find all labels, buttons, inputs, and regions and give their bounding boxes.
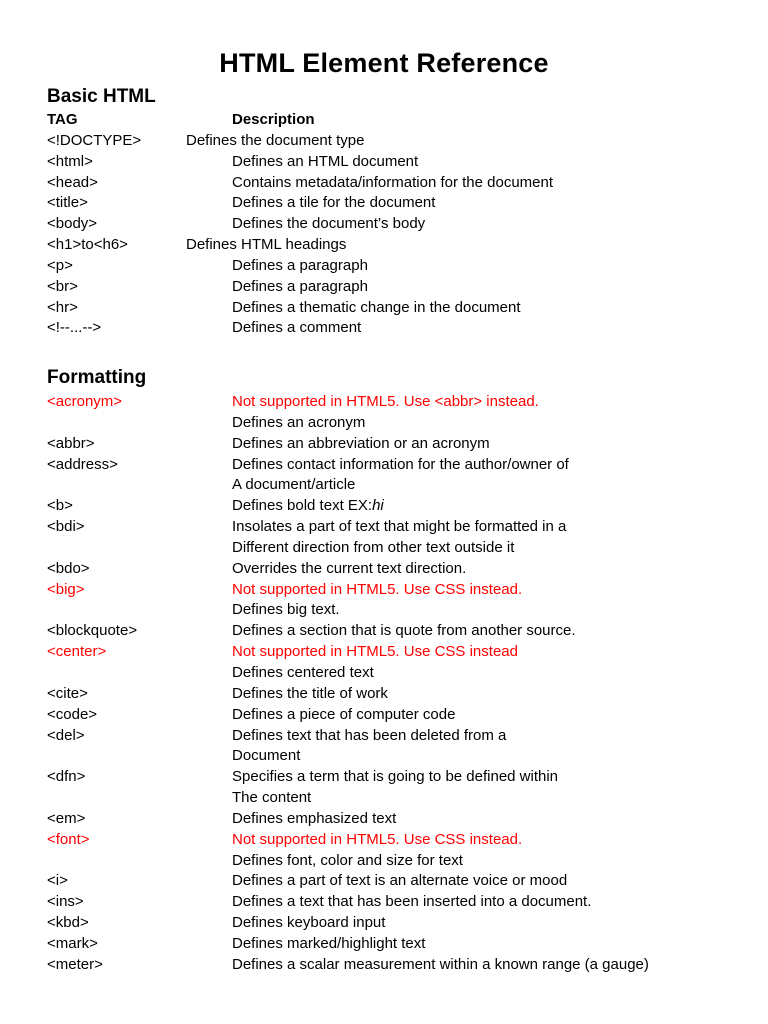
element-tag: <cite> bbox=[47, 684, 88, 702]
table-row bbox=[0, 173, 768, 194]
element-description: Defines font, color and size for text bbox=[232, 851, 463, 869]
formatting-table bbox=[0, 392, 768, 976]
element-tag: <meter> bbox=[47, 955, 103, 973]
table-row bbox=[0, 434, 768, 455]
element-tag: <bdi> bbox=[47, 518, 85, 536]
table-row bbox=[0, 455, 768, 476]
table-row bbox=[0, 788, 768, 809]
element-description: Defines an acronym bbox=[232, 413, 366, 431]
element-tag: <ins> bbox=[47, 893, 84, 911]
element-description: Defines a part of text is an alternate voice or mood bbox=[232, 872, 568, 890]
element-description bbox=[232, 496, 384, 517]
element-description: Defines a tile for the document bbox=[232, 194, 436, 212]
element-tag: <br> bbox=[47, 277, 78, 295]
element-tag: <p> bbox=[47, 256, 73, 274]
element-description: Defines the document’s body bbox=[232, 215, 426, 233]
element-description: Defines the document type bbox=[186, 131, 365, 149]
deprecation-note: Not supported in HTML5. Use <abbr> instead. bbox=[232, 393, 539, 410]
table-row bbox=[0, 871, 768, 892]
element-tag: <address> bbox=[47, 455, 118, 473]
table-row bbox=[0, 726, 768, 747]
element-description: Specifies a term that is going to be defined within bbox=[232, 768, 559, 786]
element-tag: <del> bbox=[47, 726, 85, 744]
element-description: Defines HTML headings bbox=[186, 236, 347, 254]
basic-html-table bbox=[0, 110, 768, 339]
element-tag: <head> bbox=[47, 173, 98, 191]
table-row-deprecated bbox=[0, 580, 768, 601]
element-description: Defines emphasized text bbox=[232, 809, 397, 827]
element-tag: <b> bbox=[47, 497, 73, 515]
table-row-deprecated bbox=[0, 392, 768, 413]
table-row bbox=[0, 517, 768, 538]
element-tag: <hr> bbox=[47, 298, 78, 316]
element-description: Defines an HTML document bbox=[232, 152, 419, 170]
table-row bbox=[0, 684, 768, 705]
table-row bbox=[0, 256, 768, 277]
element-description: A document/article bbox=[232, 476, 356, 494]
element-tag: <h1>to<h6> bbox=[47, 236, 128, 254]
section-heading-formatting: Formatting bbox=[47, 367, 147, 388]
page-title: HTML Element Reference bbox=[219, 48, 549, 78]
table-header-row bbox=[0, 110, 768, 131]
table-row bbox=[0, 193, 768, 214]
table-row bbox=[0, 746, 768, 767]
element-tag: <html> bbox=[47, 152, 93, 170]
table-row bbox=[0, 600, 768, 621]
element-description: Defines a paragraph bbox=[232, 256, 368, 274]
element-tag: <body> bbox=[47, 215, 98, 233]
element-description: Defines a comment bbox=[232, 319, 362, 337]
table-row bbox=[0, 475, 768, 496]
element-description: Defines big text. bbox=[232, 601, 340, 619]
table-row bbox=[0, 152, 768, 173]
element-description: Overrides the current text direction. bbox=[232, 559, 467, 577]
table-row bbox=[0, 298, 768, 319]
table-row bbox=[0, 913, 768, 934]
element-tag: <em> bbox=[47, 809, 86, 827]
table-row bbox=[0, 705, 768, 726]
deprecation-note: Not supported in HTML5. Use CSS instead. bbox=[232, 580, 523, 598]
table-row bbox=[0, 934, 768, 955]
element-tag: <!--...--> bbox=[47, 319, 102, 337]
table-row bbox=[0, 413, 768, 434]
element-description: Document bbox=[232, 747, 301, 765]
section-heading-basic-html: Basic HTML bbox=[47, 86, 156, 107]
element-description: Defines the title of work bbox=[232, 684, 388, 702]
deprecation-note: Not supported in HTML5. Use CSS instead. bbox=[232, 830, 523, 848]
table-row bbox=[0, 851, 768, 872]
table-row-deprecated bbox=[0, 642, 768, 663]
table-row bbox=[0, 538, 768, 559]
element-description: Defines an abbreviation or an acronym bbox=[232, 434, 490, 452]
element-description: The content bbox=[232, 789, 312, 807]
table-row bbox=[0, 663, 768, 684]
element-description: Defines marked/highlight text bbox=[232, 934, 426, 952]
element-description: Defines a thematic change in the document bbox=[232, 298, 521, 316]
element-tag: <bdo> bbox=[47, 559, 90, 577]
element-tag: <big> bbox=[47, 580, 85, 598]
element-tag: <acronym> bbox=[47, 393, 123, 410]
element-description: Defines keyboard input bbox=[232, 914, 386, 932]
column-header-tag: TAG bbox=[47, 111, 78, 128]
element-description: Different direction from other text outside it bbox=[232, 538, 515, 556]
element-tag: <title> bbox=[47, 194, 88, 212]
element-description: Defines a text that has been inserted into a document. bbox=[232, 893, 592, 911]
table-row bbox=[0, 767, 768, 788]
element-description: Defines a paragraph bbox=[232, 277, 368, 295]
element-description: Defines a scalar measurement within a known range (a gauge) bbox=[232, 955, 649, 973]
table-row bbox=[0, 559, 768, 580]
table-row bbox=[0, 496, 768, 517]
element-description: Defines centered text bbox=[232, 663, 374, 681]
element-tag: <center> bbox=[47, 643, 107, 661]
element-tag: <kbd> bbox=[47, 914, 89, 932]
element-tag: <abbr> bbox=[47, 434, 95, 452]
element-tag: <dfn> bbox=[47, 768, 86, 786]
table-row bbox=[0, 809, 768, 830]
element-description: Insolates a part of text that might be formatted in a bbox=[232, 518, 567, 536]
table-row bbox=[0, 892, 768, 913]
table-row bbox=[0, 131, 768, 152]
table-row bbox=[0, 955, 768, 976]
element-description: Defines a section that is quote from another source. bbox=[232, 622, 576, 640]
element-description: Defines contact information for the author/owner of bbox=[232, 455, 569, 473]
element-tag: <!DOCTYPE> bbox=[47, 131, 142, 149]
element-tag: <code> bbox=[47, 705, 98, 723]
table-row bbox=[0, 621, 768, 642]
element-tag: <blockquote> bbox=[47, 622, 138, 640]
table-row bbox=[0, 318, 768, 339]
element-tag: <mark> bbox=[47, 934, 98, 952]
table-row-deprecated bbox=[0, 830, 768, 851]
element-description: Defines text that has been deleted from a bbox=[232, 726, 507, 744]
element-description: Contains metadata/information for the document bbox=[232, 173, 554, 191]
table-row bbox=[0, 277, 768, 298]
element-description: Defines a piece of computer code bbox=[232, 705, 456, 723]
deprecation-note: Not supported in HTML5. Use CSS instead bbox=[232, 643, 518, 661]
table-row bbox=[0, 214, 768, 235]
example-italic-text: hi bbox=[372, 497, 384, 515]
element-tag: <i> bbox=[47, 872, 68, 890]
description-text: Defines bold text EX: bbox=[232, 497, 373, 515]
table-row bbox=[0, 235, 768, 256]
element-tag: <font> bbox=[47, 830, 90, 848]
column-header-description: Description bbox=[232, 111, 315, 128]
